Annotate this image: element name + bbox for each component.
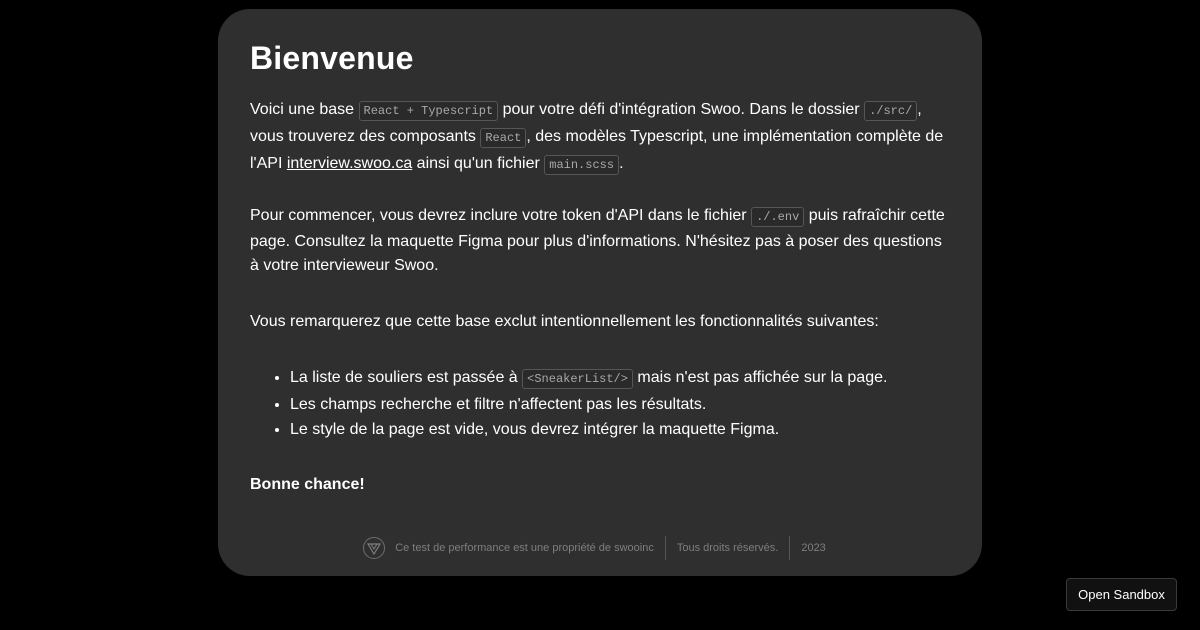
code-sneaker-list: <SneakerList/> xyxy=(522,369,633,389)
intro-paragraph xyxy=(250,97,950,178)
code-main-scss: main.scss xyxy=(544,155,619,175)
closing-text: Bonne chance! xyxy=(250,475,365,493)
feature-1-text-1: La liste de souliers est passée à xyxy=(290,368,523,386)
intro-text-1: Voici une base xyxy=(250,101,359,118)
features-list xyxy=(250,365,950,442)
setup-text-2: puis rafraîchir cette page. Consultez la maquette Figma pour plus d'informations. N'hésitez pas à poser des questions à votre intervieweur Swoo. xyxy=(250,207,945,274)
code-src-folder: ./src/ xyxy=(864,101,917,121)
setup-paragraph xyxy=(250,204,950,279)
code-env-file: ./.env xyxy=(751,207,804,227)
footer-year: 2023 xyxy=(801,542,826,554)
list-item: • Le style de la page est vide, vous devrez intégrer la maquette Figma. xyxy=(290,417,950,442)
footer xyxy=(218,536,982,560)
footer-rights: Tous droits réservés. xyxy=(676,542,779,554)
features-intro: Vous remarquerez que cette base exclut intentionnellement les fonctionnalités suivantes: xyxy=(250,312,879,330)
swoo-logo-icon xyxy=(363,537,385,559)
code-react: React xyxy=(480,128,526,148)
code-react-typescript: React + Typescript xyxy=(359,101,499,121)
page-title: Bienvenue xyxy=(250,40,414,76)
api-link[interactable]: interview.swoo.ca xyxy=(286,155,413,172)
footer-ownership: Ce test de performance est une propriété de swooinc xyxy=(395,542,654,554)
feature-1-text-2: mais n'est pas affichée sur la page. xyxy=(632,368,888,386)
intro-text-2: pour votre défi d'intégration Swoo. Dans le dossier xyxy=(498,101,865,118)
intro-text-5: ainsi qu'un fichier xyxy=(412,155,545,172)
intro-text-3: , vous trouverez des composants xyxy=(250,101,922,145)
welcome-card xyxy=(218,9,982,576)
list-item xyxy=(290,365,950,392)
open-sandbox-button[interactable]: Open Sandbox xyxy=(1066,578,1177,611)
intro-text-4: , des modèles Typescript, une implémentation complète de l'API xyxy=(250,128,944,172)
setup-text-1: Pour commencer, vous devrez inclure votre token d'API dans le fichier xyxy=(250,207,752,224)
list-item: • Les champs recherche et filtre n'affectent pas les résultats. xyxy=(290,392,950,417)
intro-text-6: . xyxy=(619,155,624,172)
